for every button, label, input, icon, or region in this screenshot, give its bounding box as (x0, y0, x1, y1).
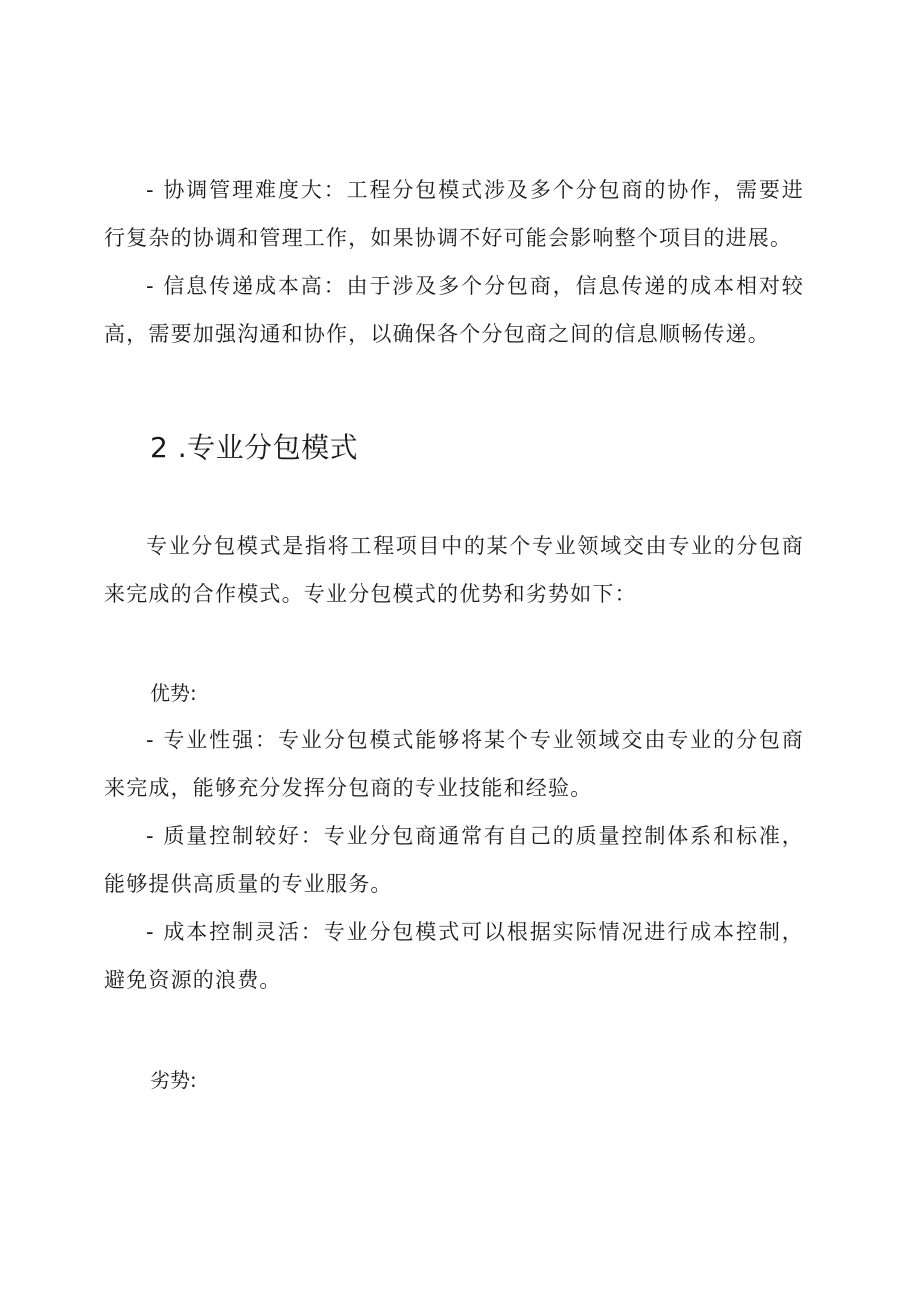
intro-paragraph: 专业分包模式是指将工程项目中的某个专业领域交由专业的分包商来完成的合作模式。专业分包模式的优势和劣势如下： (104, 534, 804, 606)
advantage-item-cost-control: - 成本控制灵活：专业分包模式可以根据实际情况进行成本控制，避免资源的浪费。 (104, 920, 804, 992)
disadvantages-label: 劣势: (150, 1068, 197, 1092)
advantage-item-quality-control: - 质量控制较好：专业分包商通常有自己的质量控制体系和标准，能够提供高质量的专业服务。 (104, 824, 804, 896)
section-heading: 2 .专业分包模式 (150, 431, 359, 464)
information-cost-paragraph: - 信息传递成本高：由于涉及多个分包商，信息传递的成本相对较高，需要加强沟通和协作，以确保各个分包商之间的信息顺畅传递。 (104, 274, 804, 346)
coordination-difficulty-paragraph: - 协调管理难度大：工程分包模式涉及多个分包商的协作，需要进行复杂的协调和管理工作，如果协调不好可能会影响整个项目的进展。 (104, 178, 804, 250)
advantage-item-professionalism: - 专业性强：专业分包模式能够将某个专业领域交由专业的分包商来完成，能够充分发挥分包商的专业技能和经验。 (104, 728, 804, 800)
advantages-label: 优势: (150, 681, 197, 705)
